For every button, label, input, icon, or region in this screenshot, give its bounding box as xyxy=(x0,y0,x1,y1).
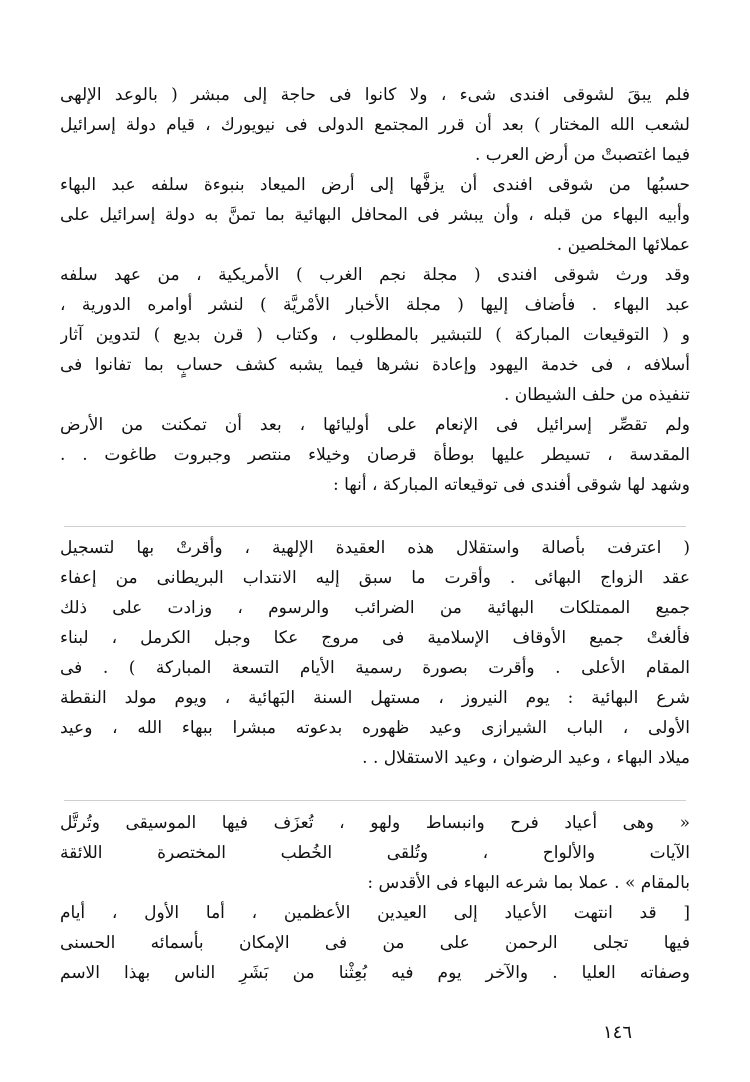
text-line: ( اعترفت بأصالة واستقلال هذه العقيدة الإلهية ، وأقرتْ بها لتسجيل xyxy=(60,538,690,558)
text-line: جميع الممتلكات البهائية من الضرائب والرسوم ، وزادت على ذلك xyxy=(60,598,690,618)
text-line: الآيات والألواح ، وتُلقى الخُطب المختصرة اللائقة xyxy=(60,843,690,863)
main-text-section xyxy=(60,80,690,500)
text-line: المقدسة ، تسيطر عليها بوطأة قرصان وخيلاء منتصر وجبروت طاغوت . . xyxy=(60,445,690,465)
text-line: وصفاته العليا . والآخر يوم فيه بُعِثْنا من بَشَرِ الناس بهذا الاسم xyxy=(60,963,690,983)
text-line: عقد الزواج البهائى . وأقرت ما سبق إليه الانتداب البريطانى من إعفاء xyxy=(60,568,690,588)
text-line: ولم تقصِّر إسرائيل فى الإنعام على أوليائها ، بعد أن تمكنت من الأرض xyxy=(60,415,690,435)
text-line: الأولى ، الباب الشيرازى وعيد ظهوره بدعوته مبشرا ببهاء الله ، وعيد xyxy=(60,718,690,738)
text-line: بالمقام » . عملا بما شرعه البهاء فى الأقدس : xyxy=(367,873,690,893)
text-line: المقام الأعلى . وأقرت بصورة رسمية الأيام التسعة المباركة ) . فى xyxy=(60,658,690,678)
text-line: فيما اغتصبتْ من أرض العرب . xyxy=(474,145,690,165)
text-line: و ( التوقيعات المباركة ) للتبشير بالمطلوب ، وكتاب ( قرن بديع ) لتدوين آثار xyxy=(60,325,690,345)
text-line: وأبيه البهاء من قبله ، وأن يبشر فى المحافل البهائية بما تمنَّ به دولة إسرائيل على xyxy=(60,205,690,225)
text-line: عبد البهاء . فأضاف إليها ( مجلة الأخبار الأمْريَّة ) لنشر أوامره الدورية ، xyxy=(60,295,690,315)
text-line: لشعب الله المختار ) بعد أن قرر المجتمع الدولى فى نيويورك ، قيام دولة إسرائيل xyxy=(60,115,690,135)
text-line: وقد ورث شوقى افندى ( مجلة نجم الغرب ) الأمريكية ، من عهد سلفه xyxy=(60,265,690,285)
text-line: تنفيذه من حلف الشيطان . xyxy=(503,385,690,405)
text-line: فيها تجلى الرحمن على من فى الإمكان بأسمائه الحسنى xyxy=(60,933,690,953)
text-line: [ قد انتهت الأعياد إلى العيدين الأعظمين ، أما الأول ، أيام xyxy=(60,903,690,923)
text-line: فألغتْ جميع الأوقاف الإسلامية فى مروج عكا وجبل الكرمل ، لبناء xyxy=(60,628,690,648)
section-divider xyxy=(64,526,686,527)
text-line: عملائها المخلصين . xyxy=(556,235,690,255)
text-line: حسبُها من شوقى افندى أن يزفَّها إلى أرض الميعاد بنبوءة سلفه عبد البهاء xyxy=(60,175,690,195)
text-line: ميلاد البهاء ، وعيد الرضوان ، وعيد الاستقلال . . xyxy=(362,748,690,768)
text-line: « وهى أعياد فرح وانبساط ولهو ، تُعزَف فيها الموسيقى وتُرتَّل xyxy=(60,813,690,833)
text-line: أسلافه ، فى خدمة اليهود وإعادة نشرها فيما يشبه كشف حسابٍ بما تفانوا فى xyxy=(60,355,690,375)
text-line: فلم يبقَ لشوقى افندى شىء ، ولا كانوا فى حاجة إلى مبشر ( بالوعد الإلهى xyxy=(60,85,690,105)
quoted-text-section xyxy=(60,808,690,988)
quoted-text-section xyxy=(60,533,690,773)
section-divider xyxy=(64,800,686,801)
text-line: شرع البهائية : يوم النيروز ، مستهل السنة البَهائية ، ويوم مولد النقطة xyxy=(60,688,690,708)
text-line: وشهد لها شوقى أفندى فى توقيعاته المباركة ، أنها : xyxy=(332,475,690,495)
page-number: ١٤٦ xyxy=(602,1022,632,1043)
